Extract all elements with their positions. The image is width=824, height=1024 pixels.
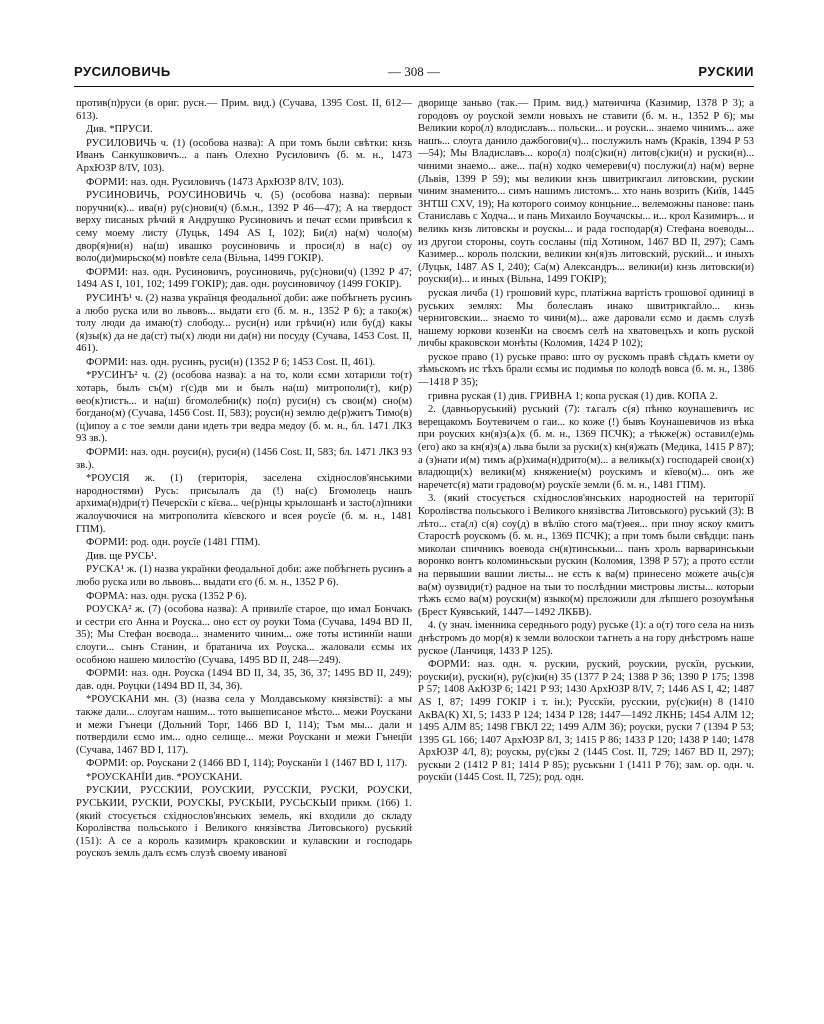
forms-paragraph: ФОРМИ: наз. одн. русинъ, руси(н) (1352 Р 6; 1453 Cost. II, 461). [86,356,376,368]
entry-paragraph: *РОУСКАНИ мн. (3) (назва села у Молдавському князівстві): а мы также дали... слоугам нашим... тото вышеписаное мѣсто... межи Роускани и межи Гънеци (Дольний Торг, 1466 BD I, 114); Тъм мы... дали и потвердили єсмо им... одно селище... межи Роускани и межи Гънецїи (Сучава, 1467 BD I, 117). [76,694,412,756]
entry-paragraph: РОУСКА² ж. (7) (особова назва): А привилїе старое, що имал Бончакъ и сестри єго Анна и Роуска... оно єст оу роуки Тома (Сучава, 1494 BD II, 35); Мы Стефан воєвода... знаменито чиним... оже тоты истиннїи наши слоуги... сынъ Станин, и братанича их Роуска... жаловали єсмы их особною нашею милостїю (Сучава, 1495 BD II, 248—249). [76,604,412,666]
forms-paragraph: ФОРМИ: наз. одн. ч. рускии, руский, роускии, рускїи, руськии, роуски(и), руски(н), ру(с)ки(н) 35 (1377 Р 24; 1388 Р 36; 1390 Р 175; 1398 Р 57; 1408 АкЮЗР 6; 1421 Р 93; 1430 АрхЮЗР 8/IV, 7; 1446 AS I, 42; 1487 AS I, 87; 1499 ГОКІР і т. ін.); Русскїи, русскии, ру(с)ки(н) 8 (1410 АкВА(К) XI, 5; 1433 Р 124; 1434 Р 128; 1447—1492 ЛКНБ; 1454 АЛМ 12; 1495 АЛМ 85; 1498 ГВКЛ 22; 1499 АЛМ 36); роуски, руски 7 (1394 Р 53; 1395 GL 166; 1407 АрхЮЗР 8/I, 3; 1415 Р 86; 1433 Р 120; 1438 Р 140; 1478 АрхЮЗР 4/I, 8); роускы, ру(с)кы 2 (1445 Cost. II, 729; 1467 BD II, 297); рускыи 2 (1412 Р 81; 1414 Р 85); руськъни 1 (1411 Р 76); зам. ор. одн. ч. роускїи (1445 Cost. II, 725); род. одн. [418,659,754,784]
forms-paragraph: ФОРМИ: наз. одн. Русиновичъ, роусиновичь, ру(с)нови(ч) (1392 Р 47; 1494 AS I, 101, 102; 1499 ГОКІР); дав. одн. роусиновичоу (1499 ГОКІР). [76,266,412,291]
forms-paragraph: ФОРМИ: наз. одн. роуси(н), руси(н) (1456 Cost. II, 583; бл. 1471 ЛКЗ 93 зв.). [76,447,412,471]
phrase-paragraph: руская личба (1) грошовий курс, платіжна вартість грошової одиниці в руських землях: Мы болеславъ инако швитрикгайло... кнзь черниговскии... знаємо то чини(м)... аже даровали єсмо и даємъ слузѣ нашему юркови козенКи на своємъ селѣ на хватовецъхъ и копъ руской личбы краковскои монѣты (Коломия, 1424 Р 102); [418,287,754,350]
forms-paragraph: ФОРМИ: род. одн. роусїе (1481 ГПМ). [86,537,261,549]
entry-paragraph: РУСИНОВИЧЬ, РОУСИНОВИЧЬ ч. (5) (особова назва): первыи поручни(к)... ива(н) ру(с)нови(ч) (б.м.н., 1392 Р 46—47); А на твердост верху писаных рѣчий я Андрушко Русиновичъ и печат єсми привѣсил к сему моему листу (Луцьк, 1494 AS I, 102); Би(л) на(м) чоло(м) двор(я)ни(н) на(ш) ивашко роусиновичь и проси(л) в на(с) оу воло(ди)мирьско(м) повѣте села (Вільна, 1499 ГОКІР). [76,190,412,265]
cross-reference: *РОУСКАНЇИ див. *РОУСКАНИ. [86,771,243,783]
forms-paragraph: ФОРМИ: наз. одн. Роуска (1494 BD II, 34, 35, 36, 37; 1495 BD II, 249); дав. одн. Роуцки (1494 BD II, 34, 36). [76,668,412,692]
page-number: — 308 — [388,64,440,79]
sense-paragraph: 3. (який стосується східнослов'янських народностей на території Королівства польського і Великого князівства Литовського) руський (3): В лѣто... ста(л) с(я) соу(д) в вѣлїю стого ма(т)ѳея... при пноу яскоу кмитъ Старостѣ роускомъ (б. м. н., 1369 ПСЧК); а при томъ были свѣдци: панъ миколаи спичникъ воевода сн(я)тинськыи... панъ хроль варваринськыи воронко вонтъ коломиньскыи рускин (Коломия, 1398 Р 57); а прото єстли на первышии вашии листы... не єсть к ва(м) принесено можете ачь(с)я ва(м) оузвиди(т) радное на тыи то послѣднии мистровы листы... которыи тѣжъ єсмо ва(м) роуски(м) языко(м) прєложили для лѣпшего розоумѣнья (Брест Куявський, 1447—1492 ЛКБВ). [418,493,754,618]
entry-paragraph: *РУСИНЪ² ч. (2) (особова назва): а на то, коли єсми хотарили то(т) хотарь, былъ съ(м) г(с)дв ми и былъ на(ш) митрополи(т), ки(р) ѳео(к)тистъ... и на(ш) бгомолебни(к) по(п) руси(н) съ свои(м) сно(м) богдано(м) (Сучава, 1456 Cost. II, 583); роуси(н) землю де(р)житъ Тимо(в)(ц)ипоу а с тое земли дани идеть три ведра медоу (б. м. н., бл. 1471 ЛКЗ 93 зв.). [76,370,412,445]
entry-paragraph: *РОУСІЯ ж. (1) (територія, заселена східнослов'янськими народностями) Русь: присылалъ да (!) на(с) Бгомолець нашъ архима(н)дри(т) Печерскїи с кїєва... че(р)нцы крылошанѣ и засто(л)пники жалоучючися на митрополита кїєвского и всея роусїе (б. м. н., 1481 ГПМ). [76,473,412,535]
phrase-paragraph: гривна руская (1) див. ГРИВНА 1; копа руская (1) див. КОПА 2. [428,390,718,402]
cross-reference: Див. ще РУСЬ¹. [86,550,157,562]
right-column [418,98,754,786]
forms-paragraph: ФОРМИ: наз. одн. Русиловичъ (1473 АрхЮЗР 8/IV, 103). [86,176,344,188]
entry-paragraph: РУСИНЪ¹ ч. (2) назва українця феодальної доби: аже побѣгнеть русинъ а любо руска или во львовъ... выдати єго (б. м. н., 1352 Р 6); а тако(ж) толу люди да имаю(т) слободу... руси(н) или грѣчи(н) или бу(д) какы (я)зы(к) да не да(ст) ты(х) люди ни да(н) ни посуду (Сучава, 1453 Cost. II, 461). [76,292,412,355]
entry-paragraph: РУСКИИ, РУССКИИ, РОУСКИИ, РУССКІИ, РУСКИ, РОУСКИ, РУСЬКИИ, РУСКІИ, РОУСКЫ, РУСКЫИ, РУСЬСКЫИ прикм. (166) 1. (який стосується східнослов'янських земель, які входили до складу Королівства польського і Великого князівства Литовського) руський (151): А се а король казимиръ краковскии и кулавскии и господарь роускоъ земль далъ єсмъ слузѣ своему ивановї [76,785,412,860]
phrase-paragraph: руское право (1) руське право: што оу рускомъ правѣ сѣдѧть кмети оу зѣмьскомъ ис тѣхъ брали єсмы ис подимья по колодѣ вовса (б. м. н., 1386—1418 Р 35); [418,351,754,389]
entry-paragraph: РУСИЛОВИЧЬ ч. (1) (особова назва): А при томъ были свѣтки: кнзь Иванъ Санкушковичъ... а панъ Олехно Русиловичъ (б. м. н., 1473 АрхЮЗР 8/IV, 103). [76,137,412,174]
running-head-left: РУСИЛОВИЧЬ [74,64,171,79]
forms-paragraph: ФОРМА: наз. одн. руска (1352 Р 6). [86,590,247,602]
left-column [76,98,412,862]
header-rule [74,86,754,87]
entry-paragraph: РУСКА¹ ж. (1) назва українки феодальної доби: аже побѣгнеть русинъ а любо руска или во львовъ... выдати єго (б. м. н., 1352 Р 6). [76,564,412,588]
running-head-right: РУСКИИ [698,64,754,79]
entry-paragraph: дворище заньво (так.— Прим. вид.) матѳичича (Казимир, 1378 Р 3); а городовъ оу роуской земли новыхъ не ставити (б. м. н., 1352 Р 6); мы Великии коро(л) влодиславъ... польски... и роуски... знаемо чинимъ... аже нашъ... слоуга данило дажбогови(ч)... послужилъ намъ (Краків, 1394 Р 53—54); Мы Владиславъ... коро(л) пол(с)ки(н) литов(с)ки(н) и руски(н)... чиними знаемо... аже... па(н) ходко чемереви(ч) послужи(л) на(м) верне (Львів, 1399 Р 59); мы великии кнзь швитрикгаил литовскии, рускии чиним знаменито... симъ нашимъ листомъ... хто нань возрить (Київ, 1445 ЗНТШ CXV, 19); На которого соимоу концьние... велеможны панове: пань Станиславь с Ходча... и пань Михаило Боучачскы... и... крол Казимиръ... и великь кнзь литовскы и роускы... и рада господар(я) Стефана воеводы... из другои стороны, соуть сосланы (під Хотином, 1467 BD II, 297); Самъ Казимер... король полскии, великии кн(я)зъ литовский, руский... и иныхъ (Луцьк, 1487 AS I, 240); Са(м) Александръ... велики(и) кнзь литовски(и) роуски(и)... и иных (Вільна, 1499 ГОКІР); [418,98,754,286]
page-header [74,60,754,84]
forms-paragraph: ФОРМИ: ор. Роускани 2 (1466 BD I, 114); Роусканїи 1 (1467 BD I, 117). [86,758,408,770]
sense-paragraph: 2. (давньоруський) руський (7): тѧгалъ с(я) пѣнко коунашевичъ ис верещакомъ Боутевичем о гаи... ко коже (!) бывъ Коунашевичов из вѣка при роуских кн(я)з(ѧ)х (б. м. н., 1369 ПСЧК); а тѣкже(ж) оставил(е)мь (его) ако за кн(я)з(ѧ) льва были за руски(х) кн(я)жать (Медика, 1415 Р 87); а (з)нати и(м) тимъ а(р)хима(н)дрито(м)... а великы(х) господарей свои(х) владющи(х) велики(м) княжение(м) роускимъ и кїево(м)... онъ же наречетс(я) мати градово(м) роускїе земли (б. м. н., 1481 ГПМ). [418,404,754,491]
sense-paragraph: 4. (у знач. іменника середнього роду) руське (1): а о(т) того села на низъ днѣстромъ до мор(я) к земли волоскои тѧгнеть а на гору днѣстромъ наше руское (Ланчиця, 1433 Р 125). [418,620,754,657]
cross-reference: Див. *ПРУСИ. [86,124,153,136]
entry-paragraph: против(п)руси (в ориг. русн.— Прим. вид.) (Сучава, 1395 Cost. II, 612—613). [76,98,412,122]
